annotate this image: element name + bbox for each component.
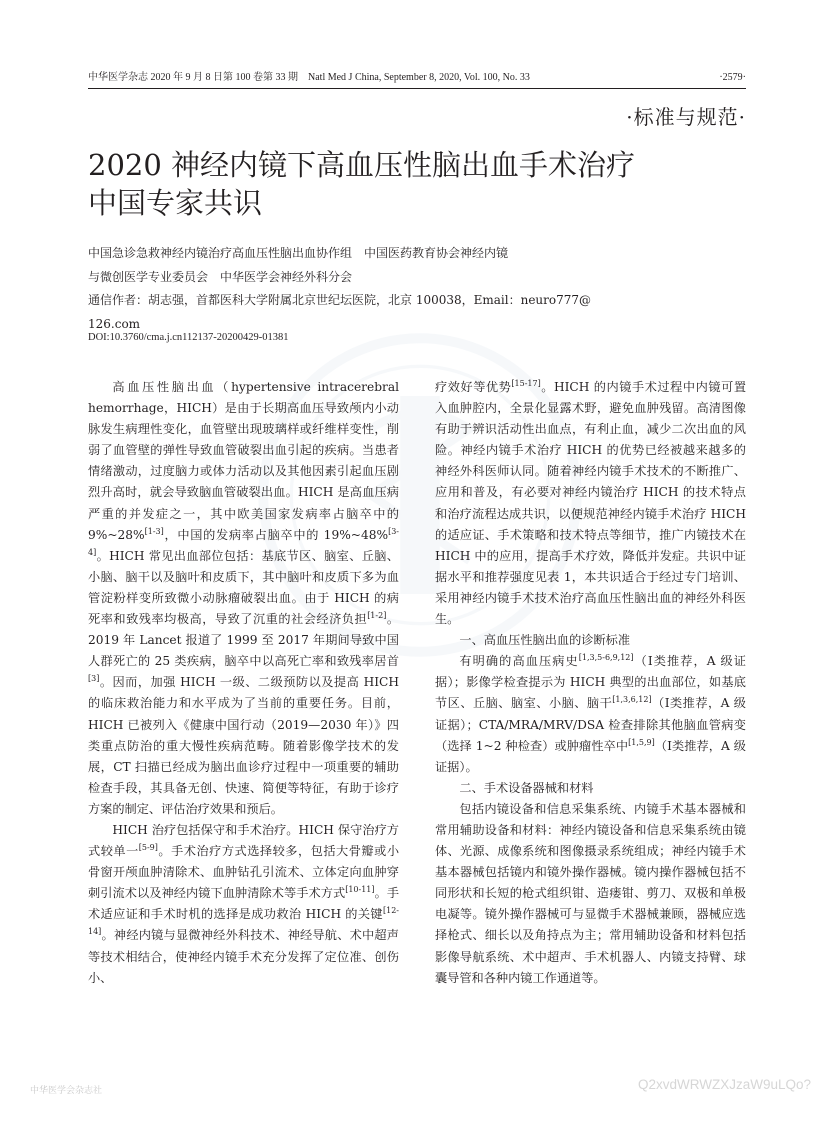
citation-ref: [15-17] — [511, 378, 541, 388]
article-title-line-1: 2020 神经内镜下高血压性脑出血手术治疗 — [88, 148, 636, 182]
paragraph-intro — [88, 377, 399, 820]
text-run: 有明确的高血压病史 — [459, 654, 579, 669]
citation-ref: [3] — [88, 674, 100, 684]
text-run: 。2019 年 Lancet 报道了 1999 至 2017 年期间导致中国人群死亡的 25 类疾病，脑卒中以高死亡率和致残率居首 — [88, 612, 400, 669]
text-run: 。手术适应证和手术时机的选择是成功救治 HICH 的关键 — [88, 886, 400, 922]
text-run: 。HICH 的内镜手术过程中内镜可置入血肿腔内，全景化显露术野，避免血肿残留。高清图像有助于辨识活动性出血点，有利止血，减少二次出血的风险。神经内镜手术治疗 HICH 的优势已经被越来越多的神经外科医师认同。随着神经内镜手术技术的不断推广、应用和普及，有必要对神经内镜治疗 HICH 的技术特点和治疗流程达成共识，以便规范神经内镜手术治疗 HICH 的适应证、手术策略和技术特点等细节，推广内镜技术在 HICH 中的应用，提高手术疗效，降低并发症。共识中证据水平和推荐强度见表 1，本共识适合于经过专门培训、采用神经内镜手术技术治疗高血压性脑出血的神经外科医生。 — [435, 380, 747, 627]
paragraph-treatment — [88, 820, 399, 989]
author-line-2: 与微创医学专业委员会 中华医学会神经外科分会 — [88, 269, 353, 284]
text-run: 。HICH 常见出血部位包括：基底节区、脑室、丘脑、小脑、脑干以及脑叶和皮质下，其中脑叶和皮质下多为血管淀粉样变所致微小动脉瘤破裂出血。由于 HICH 的病死率和致残率均极高，导致了沉重的社会经济负担 — [88, 548, 399, 627]
text-run: （Ⅰ类推荐，A 级证据）；影像学检查提示为 HICH 典型的出血部位，如基底节区、丘脑、脑室、小脑、脑干 — [435, 654, 746, 711]
section-heading-diagnosis: 一、高血压性脑出血的诊断标准 — [459, 633, 631, 648]
article-title-line-2: 中国专家共识 — [88, 186, 263, 220]
citation-ref: [1-2] — [367, 610, 387, 620]
citation-ref: [3-4] — [88, 526, 399, 557]
citation-ref: [12-14] — [88, 906, 399, 937]
paragraph-equipment: 包括内镜设备和信息采集系统、内镜手术基本器械和常用辅助设备和材料：神经内镜设备和信息采集系统由镜体、光源、成像系统和图像摄录系统组成；神经内镜手术基本器械包括镜内和镜外操作器械。镜内操作器械包括不同形状和长短的枪式组织钳、造瘘钳、剪刀、双极和单极电凝等。镜外操作器械可与显微手术器械兼顾，器械应选择枪式、细长以及角持点为主；常用辅助设备和材料包括影像导航系统、术中超声、手术机器人、内镜支持臂、球囊导管和各种内镜工作通道等。 — [435, 801, 746, 985]
corresponding-author-line: 通信作者：胡志强，首都医科大学附属北京世纪坛医院，北京 100038，Email：neuro777@ — [88, 293, 592, 307]
text-run: （Ⅰ类推荐，A 级证据）。 — [435, 738, 746, 774]
citation-ref: [1-3] — [144, 526, 164, 536]
author-line-1: 中国急诊急救神经内镜治疗高血压性脑出血协作组 中国医药教育协会神经内镜 — [88, 246, 509, 260]
paragraph-diagnosis — [435, 651, 746, 778]
author-block — [88, 242, 748, 336]
text-run: 。因而，加强 HICH 一级、二级预防以及提高 HICH 的临床救治能力和水平成为了当前的重要任务。目前，HICH 已被列入《健康中国行动（2019—2030 年）》四类重点防治的重大慢性疾病范畴。随着影像学技术的发展，CT 扫描已经成为脑出血诊疗过程中一项重要的辅助检查手段，其具备无创、快速、简便等特征，有助于诊疗方案的制定、评估治疗效果和预后。 — [88, 675, 399, 816]
text-run: 疗效好等优势 — [435, 380, 512, 394]
text-run: 高血压性脑出血（hypertensive intracerebral hemorrhage，HICH）是由于长期高血压导致颅内小动脉发生病理性变化，血管壁出现玻璃样或纤维样变性，削弱了血管壁的弹性导致血管破裂出血引起的疾病。当患者情绪激动，过度脑力或体力活动以及其他因素引起血压剧烈升高时，就会导致脑血管破裂出血。HICH 是高血压病严重的并发症之一，其中欧美国家发病率占脑卒中的 9%~28% — [88, 380, 399, 542]
text-run: HICH 治疗包括保守和手术治疗。HICH 保守治疗方式较单一 — [88, 822, 399, 859]
body-column-right — [435, 377, 746, 989]
citation-ref: [1,5,9] — [628, 737, 655, 747]
text-run: （Ⅰ类推荐，A 级证据）；CTA/MRA/MRV/DSA 检查排除其他脑血管病变（选择 1~2 种检查）或肿瘤性卒中 — [435, 696, 746, 753]
citation-ref: [10-11] — [345, 885, 375, 895]
footer-watermark-code: Q2xvdWRWZXJzaW9uLQo? — [637, 1077, 811, 1092]
text-run: 。神经内镜与显微神经外科技术、神经导航、术中超声等技术相结合，使神经内镜手术充分发挥了定位准、创伤小、 — [88, 928, 399, 985]
citation-ref: [1,3,5-6,9,12] — [578, 653, 634, 663]
text-run: 。手术治疗方式选择较多，包括大骨瓣或小骨窗开颅血肿清除术、血肿钻孔引流术、立体定向血肿穿刺引流术以及神经内镜下血肿清除术等手术方式 — [88, 844, 400, 901]
doi: DOI:10.3760/cma.j.cn112137-20200429-01381 — [88, 332, 289, 343]
citation-ref: [1,3,6,12] — [612, 695, 652, 705]
section-tag: ·标准与规范· — [626, 105, 746, 129]
body-column-left — [88, 377, 399, 989]
citation-ref: [5-9] — [138, 843, 158, 852]
paragraph-continued — [435, 377, 746, 630]
corresponding-author-email-tail: 126.com — [88, 316, 141, 331]
header-rule — [88, 88, 746, 89]
journal-citation-line: 中华医学杂志 2020 年 9 月 8 日第 100 卷第 33 期 Natl Med J China, September 8, 2020, Vol. 100, No. 33 — [88, 72, 530, 83]
article-title — [88, 146, 728, 222]
page-number: ·2579· — [719, 72, 746, 83]
section-heading-equipment: 二、手术设备器械和材料 — [459, 780, 594, 795]
text-run: ，中国的发病率占脑卒中的 19%~48% — [163, 527, 389, 542]
publisher-logo: 中华医学会杂志社 — [30, 1086, 103, 1096]
